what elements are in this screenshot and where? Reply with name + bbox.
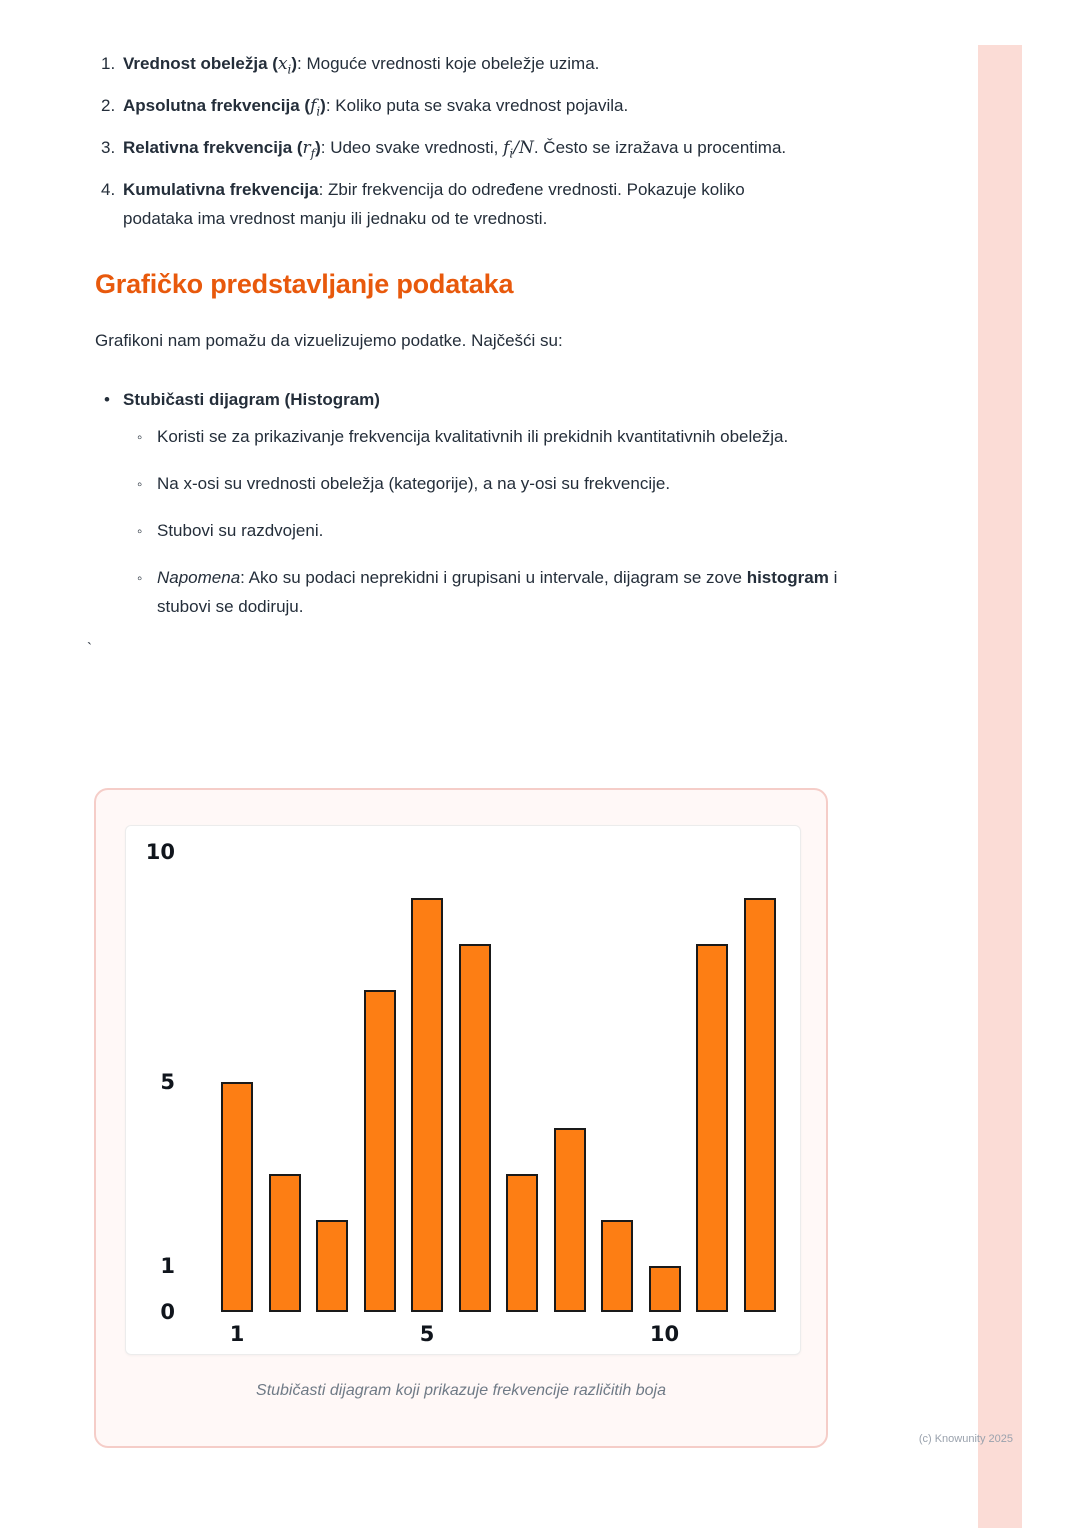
text-segment: Kumulativna frekvencija — [123, 179, 319, 199]
bar — [316, 1220, 348, 1312]
text-segment: ) — [315, 137, 321, 157]
text-segment: : Moguće vrednosti koje obeležje uzima. — [297, 54, 600, 73]
bar — [506, 1174, 538, 1312]
text-segment: ) — [291, 54, 298, 73]
text-segment: x — [277, 54, 288, 74]
bar — [744, 898, 776, 1312]
y-axis-tick-label: 10 — [145, 840, 175, 864]
text-segment: i stubovi se dodiruju. — [157, 567, 838, 616]
document-content — [87, 50, 875, 657]
bar — [269, 1174, 301, 1312]
bar — [221, 1082, 253, 1312]
chart-card — [94, 788, 828, 1448]
text-segment: : Zbir frekvencija do određene vrednosti. Pokazuje koliko podataka ima vrednost manju ili jednaku od te vrednosti. — [123, 179, 745, 228]
text-segment: . Često se izražava u procentima. — [533, 137, 787, 157]
text-segment: histogram — [746, 567, 829, 587]
stray-backtick: ` — [87, 639, 92, 657]
section-heading: Grafičko predstavljanje podataka — [95, 269, 514, 300]
text-segment: Koristi se za prikazivanje frekvencija kvalitativnih ili prekidnih kvantitativnih obeležja. — [157, 427, 789, 447]
intro-paragraph: Grafikoni nam pomažu da vizuelizujemo podatke. Najčešći su: — [95, 331, 563, 351]
y-axis-tick-label: 5 — [160, 1070, 175, 1094]
text-segment: f — [310, 95, 317, 116]
y-axis-tick-label: 1 — [160, 1254, 175, 1278]
bar — [554, 1128, 586, 1312]
text-segment: Apsolutna frekvencija ( — [123, 95, 311, 115]
bullet-title: Stubičasti dijagram (Histogram) — [123, 390, 380, 410]
list-item — [95, 386, 875, 621]
decorative-stripe — [978, 45, 1022, 1528]
x-axis-tick-label: 5 — [419, 1322, 435, 1346]
bar — [411, 898, 443, 1312]
text-segment: Relativna frekvencija ( — [123, 137, 303, 157]
text-segment: ) — [320, 95, 326, 115]
text-segment: i — [316, 104, 321, 119]
definition-item — [95, 50, 790, 79]
text-segment: Stubovi su razdvojeni. — [157, 521, 324, 541]
bar-chart — [125, 825, 801, 1355]
bar — [459, 944, 491, 1312]
text-segment: : Ako su podaci neprekidni i grupisani u intervale, dijagram se zove — [240, 567, 747, 587]
definitions-list — [95, 50, 790, 233]
bar — [601, 1220, 633, 1312]
text-segment: Na x-osi su vrednosti obeležja (kategorije), a na y-osi su frekvencije. — [157, 474, 671, 494]
x-axis-tick-label: 1 — [229, 1322, 245, 1346]
text-segment: : Udeo svake vrednosti, — [320, 137, 504, 157]
chart-caption: Stubičasti dijagram koji prikazuje frekvencije različitih boja — [256, 1382, 666, 1399]
text-segment: /N — [513, 137, 534, 158]
sub-list — [123, 423, 875, 621]
copyright: (c) Knowunity 2025 — [918, 1433, 1013, 1445]
x-axis-tick-label: 10 — [649, 1322, 680, 1346]
text-segment: : Koliko puta se svaka vrednost pojavila. — [325, 95, 629, 115]
bar — [649, 1266, 681, 1312]
text-segment: r — [302, 137, 311, 158]
sub-list-item — [123, 470, 875, 499]
definition-item — [95, 134, 790, 163]
text-segment: i — [509, 146, 514, 161]
sub-list-item — [123, 564, 875, 622]
chart-types-list — [95, 386, 875, 621]
text-segment: Napomena — [157, 567, 241, 587]
sub-list-item — [123, 423, 875, 452]
y-axis-tick-label: 0 — [160, 1300, 175, 1324]
bar — [364, 990, 396, 1312]
bar — [696, 944, 728, 1312]
definition-item — [95, 176, 790, 234]
plot-area — [145, 840, 778, 1346]
text-segment: f — [310, 146, 316, 161]
sub-list-item — [123, 517, 875, 546]
definition-item — [95, 92, 790, 121]
text-segment: f — [503, 137, 510, 158]
text-segment: Vrednost obeležja ( — [123, 54, 278, 73]
text-segment: i — [287, 62, 292, 77]
